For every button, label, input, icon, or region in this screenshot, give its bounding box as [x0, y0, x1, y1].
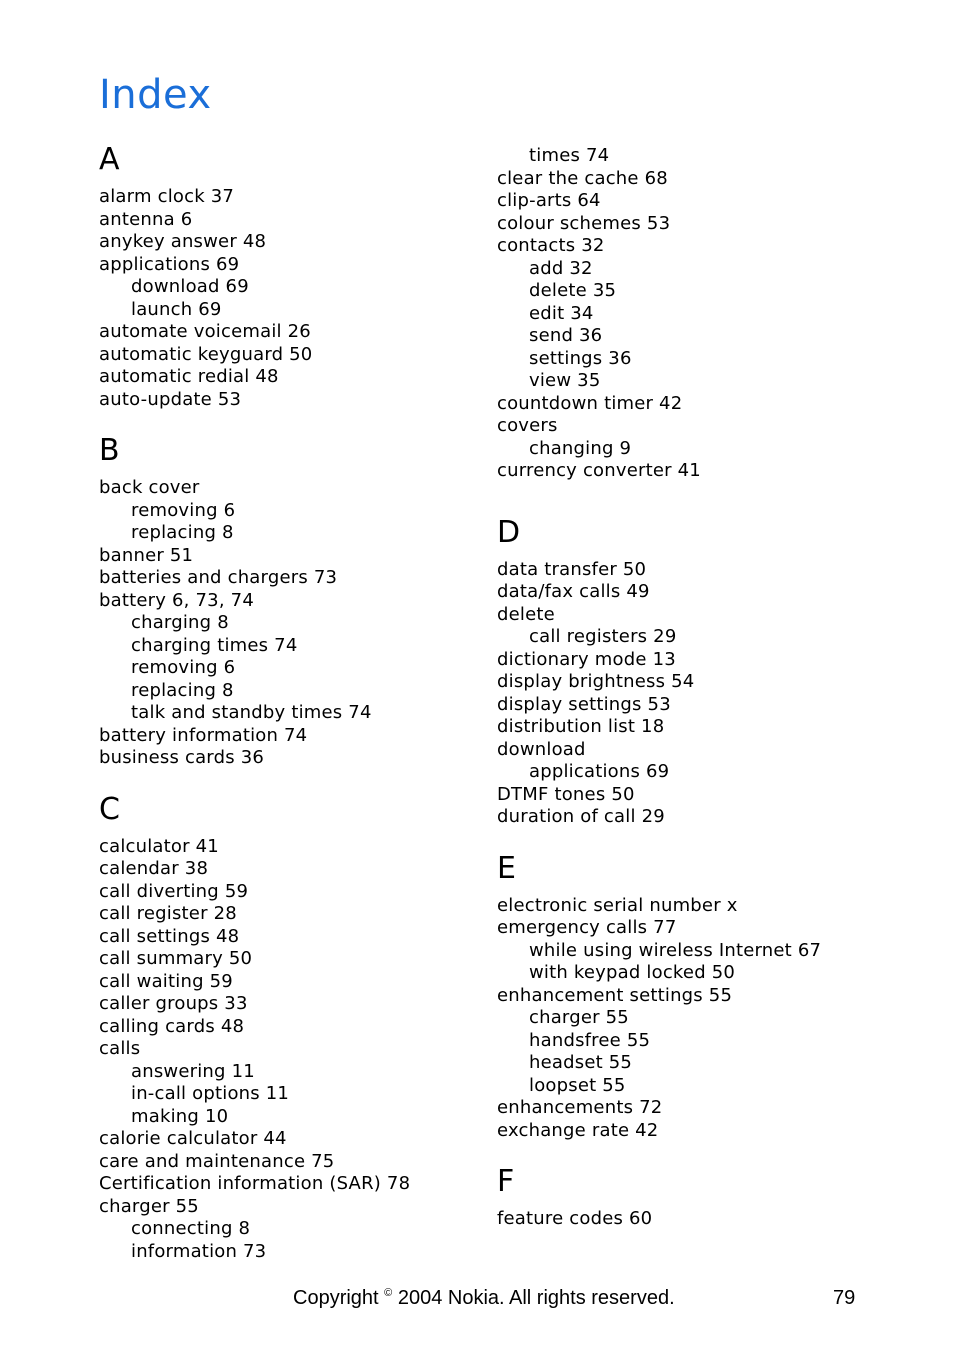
index-subentry: settings 36 — [529, 347, 632, 369]
index-entry: automatic keyguard 50 — [99, 343, 313, 365]
index-entry: currency converter 41 — [497, 460, 701, 481]
index-section-f — [497, 1162, 897, 1231]
index-subentry: loopset 55 — [529, 1074, 626, 1096]
index-entry: calls — [99, 1038, 141, 1059]
index-entry: enhancements 72 — [497, 1097, 663, 1118]
index-column-left — [99, 140, 499, 1283]
index-subentry: handsfree 55 — [529, 1029, 651, 1051]
index-entry: care and maintenance 75 — [99, 1150, 335, 1172]
section-letter: E — [497, 850, 516, 886]
index-entry: business cards 36 — [99, 747, 265, 768]
index-subentry: removing 6 — [131, 499, 236, 521]
index-subentry: replacing 8 — [131, 522, 234, 543]
index-entry: calendar 38 — [99, 858, 209, 879]
index-entry: caller groups 33 — [99, 993, 248, 1014]
index-entry: antenna 6 — [99, 208, 193, 230]
index-subentry: delete 35 — [529, 280, 617, 301]
index-subentry: headset 55 — [529, 1052, 633, 1073]
index-entry: feature codes 60 — [497, 1208, 653, 1229]
section-letter: C — [99, 791, 120, 827]
index-subentry: times 74 — [529, 145, 610, 166]
index-entry: alarm clock 37 — [99, 186, 235, 207]
copyright-notice — [293, 1287, 675, 1310]
index-entry: call waiting 59 — [99, 970, 233, 992]
index-column-right — [497, 145, 897, 1251]
index-entry: call register 28 — [99, 903, 237, 924]
index-entry: exchange rate 42 — [497, 1119, 659, 1141]
section-letter: D — [497, 514, 521, 550]
index-entry: back cover — [99, 477, 200, 498]
index-subentry: answering 11 — [131, 1060, 255, 1082]
index-entry: download — [497, 738, 586, 760]
index-entry: auto-update 53 — [99, 388, 242, 410]
index-entry: display brightness 54 — [497, 671, 695, 692]
index-entry: call diverting 59 — [99, 880, 249, 902]
index-subentry: applications 69 — [529, 761, 670, 782]
index-subentry: charger 55 — [529, 1007, 629, 1028]
index-subentry: replacing 8 — [131, 679, 234, 701]
index-entry: contacts 32 — [497, 235, 605, 256]
index-entry: clip-arts 64 — [497, 190, 601, 211]
index-subentry: information 73 — [131, 1240, 267, 1262]
index-section-c — [99, 790, 499, 1264]
index-subentry: in-call options 11 — [131, 1083, 290, 1104]
index-entry: enhancement settings 55 — [497, 984, 733, 1006]
page-title: Index — [99, 72, 212, 118]
index-subentry: talk and standby times 74 — [131, 702, 372, 723]
index-entry: emergency calls 77 — [497, 917, 677, 938]
index-subentry: removing 6 — [131, 657, 236, 678]
index-entry: call settings 48 — [99, 925, 240, 947]
index-section-d — [497, 513, 897, 829]
index-subentry: changing 9 — [529, 437, 632, 459]
index-entry: clear the cache 68 — [497, 167, 668, 189]
index-entry: charger 55 — [99, 1195, 199, 1217]
index-subentry: edit 34 — [529, 302, 594, 324]
copyright-symbol: © — [384, 1287, 393, 1299]
section-letter: B — [99, 433, 120, 468]
index-subentry: with keypad locked 50 — [529, 962, 736, 983]
index-section-a — [99, 140, 499, 411]
index-subentry: charging times 74 — [131, 634, 298, 656]
index-entry: dictionary mode 13 — [497, 648, 676, 670]
index-subentry: send 36 — [529, 325, 603, 346]
index-subentry: call registers 29 — [529, 626, 677, 647]
copyright-post: 2004 Nokia. All rights reserved. — [392, 1287, 675, 1309]
index-entry: applications 69 — [99, 253, 240, 275]
index-section-e — [497, 849, 897, 1143]
index-entry: electronic serial number x — [497, 894, 738, 916]
index-subentry: connecting 8 — [131, 1218, 251, 1239]
index-subentry: making 10 — [131, 1105, 229, 1127]
index-entry: battery 6, 73, 74 — [99, 589, 254, 611]
index-entry: Certification information (SAR) 78 — [99, 1173, 411, 1194]
copyright-pre: Copyright — [293, 1287, 385, 1309]
index-subentry: add 32 — [529, 257, 593, 279]
index-subentry: view 35 — [529, 370, 601, 391]
index-entry: battery information 74 — [99, 724, 308, 746]
index-subentry: download 69 — [131, 276, 249, 297]
index-entry: countdown timer 42 — [497, 392, 683, 414]
index-entry: DTMF tones 50 — [497, 783, 635, 805]
index-entry: covers — [497, 415, 558, 436]
index-entry: calorie calculator 44 — [99, 1128, 287, 1149]
index-entry: automatic redial 48 — [99, 366, 279, 387]
index-entry: duration of call 29 — [497, 806, 665, 827]
index-entry: automate voicemail 26 — [99, 321, 311, 342]
index-section-b — [99, 431, 499, 770]
section-letter: F — [497, 1164, 515, 1199]
index-entry: banner 51 — [99, 544, 194, 566]
index-entry: call summary 50 — [99, 948, 253, 969]
index-entry: calling cards 48 — [99, 1015, 245, 1037]
index-subentry: charging 8 — [131, 612, 229, 633]
index-entry: display settings 53 — [497, 693, 671, 715]
index-entry: colour schemes 53 — [497, 212, 671, 234]
index-subentry: launch 69 — [131, 298, 222, 320]
index-entry: batteries and chargers 73 — [99, 567, 338, 588]
page-number: 79 — [833, 1287, 856, 1309]
index-entry: anykey answer 48 — [99, 231, 267, 252]
section-letter: A — [99, 142, 120, 177]
index-entry: calculator 41 — [99, 835, 219, 857]
index-entry: data transfer 50 — [497, 558, 647, 580]
index-entry: data/fax calls 49 — [497, 581, 650, 602]
continued-entries — [497, 145, 897, 483]
index-subentry: while using wireless Internet 67 — [529, 939, 822, 961]
right-sections — [497, 513, 897, 1231]
index-entry: distribution list 18 — [497, 716, 665, 737]
index-entry: delete — [497, 603, 555, 625]
